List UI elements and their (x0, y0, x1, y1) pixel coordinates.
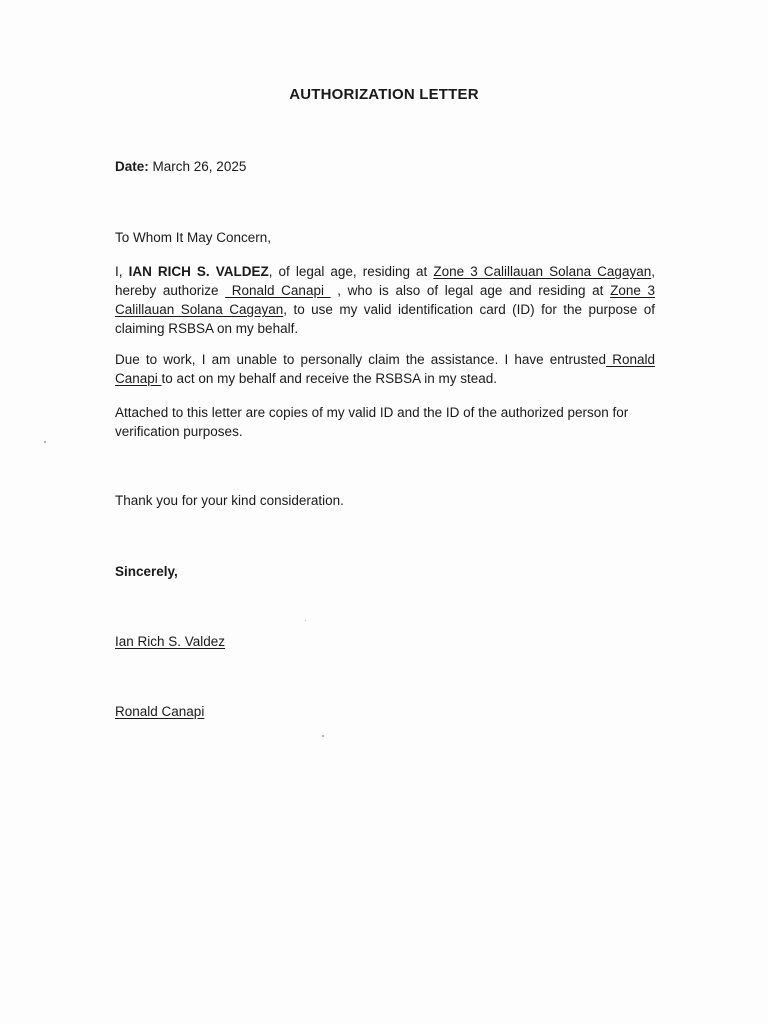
thanks-line: Thank you for your kind consideration. (115, 493, 344, 508)
paragraph-attachments: Attached to this letter are copies of my valid ID and the ID of the authorized person for verification purposes. (115, 405, 629, 439)
signatory-principal-name: Ian Rich S. Valdez (115, 634, 226, 649)
paragraph-text: I, (115, 264, 129, 279)
paragraph-authorization (115, 262, 655, 338)
salutation: To Whom It May Concern, (115, 230, 272, 245)
agent-address: Zone 3 Calillauan Solana Cagayan (115, 283, 655, 317)
signatory-agent-name: Ronald Canapi (115, 704, 205, 719)
paragraph-reason (115, 350, 655, 388)
principal-name: IAN RICH S. VALDEZ (128, 264, 269, 279)
scan-speck (305, 620, 306, 621)
paragraph-text: , of legal age, residing at (268, 264, 434, 279)
paragraph-text: Due to work, I am unable to personally claim the assistance. I have entrusted (115, 352, 607, 367)
principal-address: Zone 3 Calillauan Solana Cagayan (433, 264, 652, 279)
paragraph-text: , who is also of legal age and residing at (330, 283, 611, 298)
paragraph-text: , to use my valid identification card (ID) for the purpose of claiming RSBSA on my behalf. (115, 302, 655, 336)
signatory-agent (115, 702, 655, 721)
paragraph-text: , hereby authorize (115, 264, 655, 298)
date-value: March 26, 2025 (152, 159, 247, 174)
signatory-principal (115, 632, 655, 651)
scan-speck (44, 441, 46, 443)
closing-line: Sincerely, (115, 564, 178, 579)
date-line (115, 157, 655, 176)
paragraph-text: to act on my behalf and receive the RSBSA in my stead. (161, 371, 497, 386)
scan-speck (322, 735, 324, 737)
letter-title: AUTHORIZATION LETTER (289, 86, 479, 103)
agent-name: Ronald Canapi (225, 283, 331, 298)
agent-name: Ronald Canapi (115, 352, 655, 386)
date-label: Date: (115, 159, 149, 174)
